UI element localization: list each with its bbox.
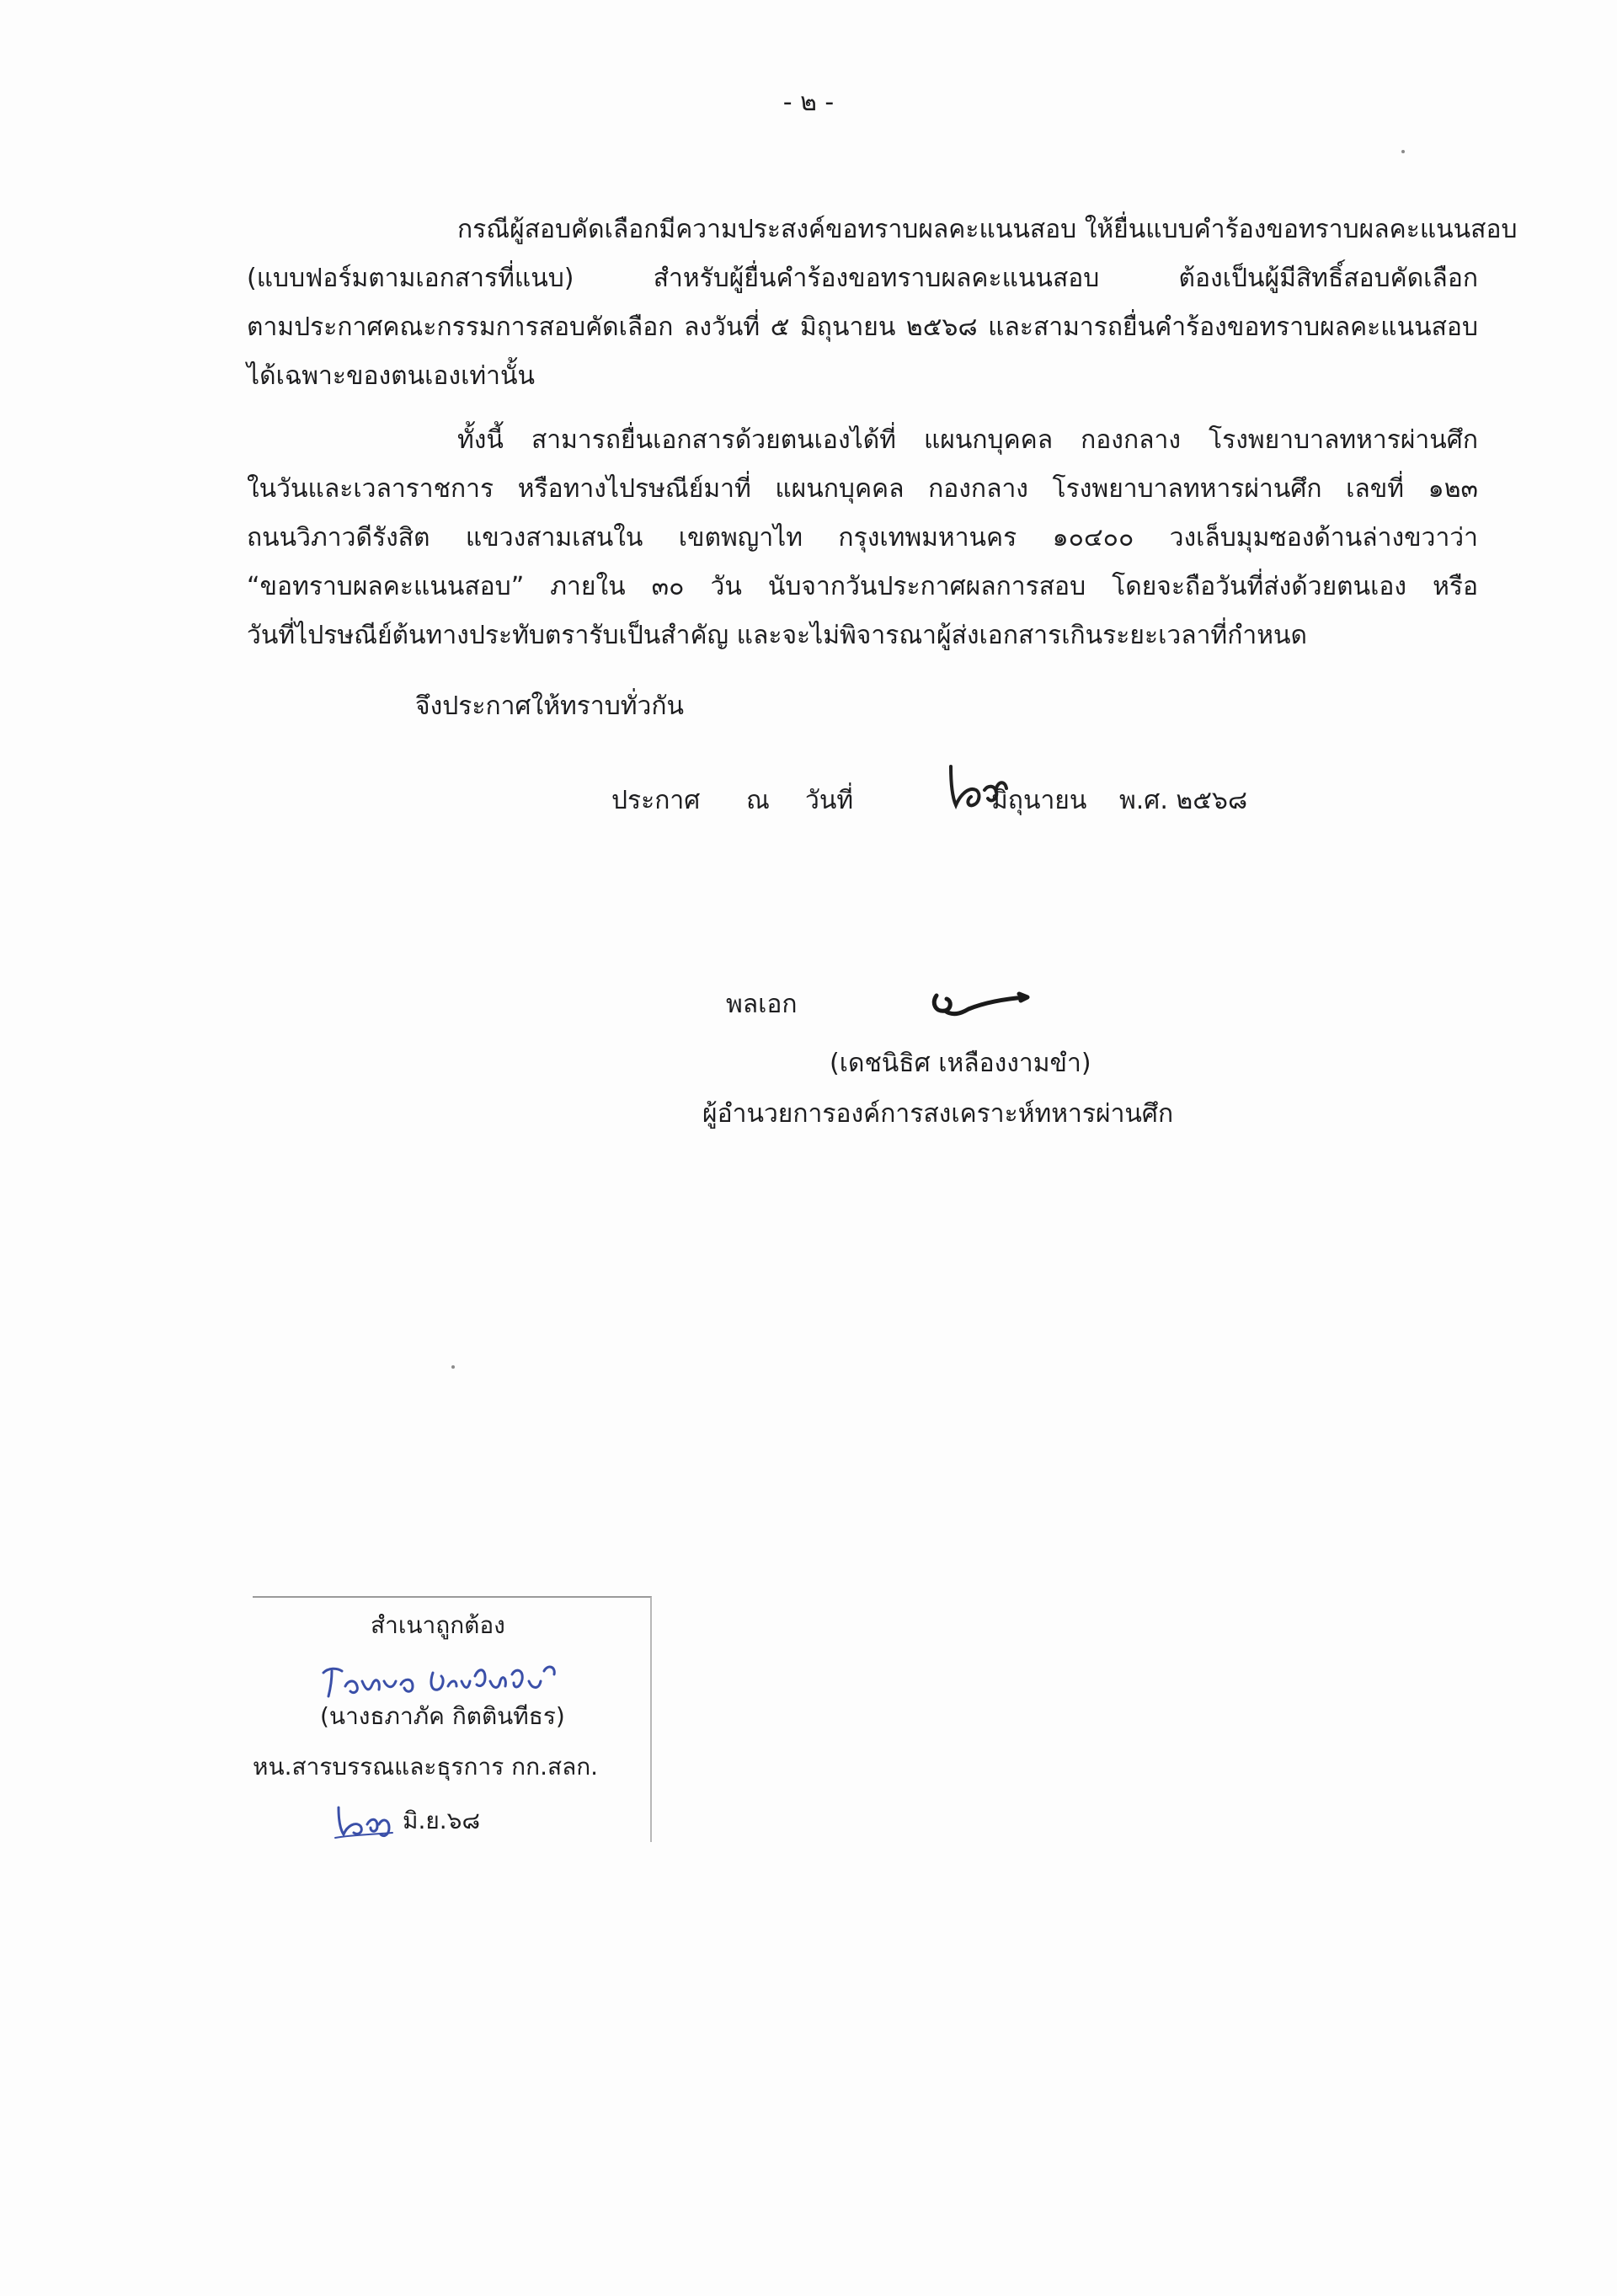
signatory-position: ผู้อำนวยการองค์การสงเคราะห์ทหารผ่านศึก bbox=[702, 1099, 1174, 1129]
paragraph-line: ตามประกาศคณะกรรมการสอบคัดเลือก ลงวันที่ ๕ มิถุนายน ๒๕๖๘ และสามารถยื่นคำร้องขอทราบผลคะแนนสอบ bbox=[247, 312, 1478, 342]
certified-date-day-handwritten bbox=[334, 1796, 396, 1843]
signatory-signature bbox=[926, 977, 1036, 1028]
announce-era-year: พ.ศ. ๒๕๖๘ bbox=[1119, 786, 1248, 815]
signature-graphic bbox=[926, 977, 1036, 1028]
announce-at: ณ bbox=[746, 786, 770, 815]
paragraph-line: กรณีผู้สอบคัดเลือกมีความประสงค์ขอทราบผลคะแนนสอบ ให้ยื่นแบบคำร้องขอทราบผลคะแนนสอบ bbox=[457, 215, 1518, 244]
announce-day-label: วันที่ bbox=[805, 786, 854, 815]
paragraph-line: ทั้งนี้ สามารถยื่นเอกสารด้วยตนเองได้ที่ แผนกบุคคล กองกลาง โรงพยาบาลทหารผ่านศึก bbox=[457, 425, 1478, 455]
paragraph-line: “ขอทราบผลคะแนนสอบ” ภายใน ๓๐ วัน นับจากวันประกาศผลการสอบ โดยจะถือวันที่ส่งด้วยตนเอง หรือ bbox=[247, 572, 1478, 601]
paragraph-line: ในวันและเวลาราชการ หรือทางไปรษณีย์มาที่ แผนกบุคคล กองกลาง โรงพยาบาลทหารผ่านศึก เลขที่ ๑๒๓ bbox=[247, 474, 1478, 504]
announce-label: ประกาศ bbox=[611, 786, 701, 815]
certifier-signature-graphic bbox=[320, 1656, 573, 1703]
scan-speck bbox=[1401, 150, 1405, 153]
signatory-rank: พลเอก bbox=[726, 990, 798, 1019]
certified-copy-heading: สำเนาถูกต้อง bbox=[371, 1611, 505, 1639]
scan-speck bbox=[451, 1365, 455, 1369]
signatory-name: (เดชนิธิศ เหลืองงามขำ) bbox=[830, 1049, 1091, 1078]
certified-date-rest: มิ.ย.๖๘ bbox=[403, 1807, 481, 1834]
handwritten-date-day bbox=[334, 1796, 396, 1843]
certified-copy-signature bbox=[320, 1656, 573, 1703]
paragraph-line: ถนนวิภาวดีรังสิต แขวงสามเสนใน เขตพญาไท กรุงเทพมหานคร ๑๐๔๐๐ วงเล็บมุมซองด้านล่างขวาว่า bbox=[247, 523, 1478, 553]
paragraph-exam-score-request bbox=[247, 206, 1518, 401]
paragraph-line: (แบบฟอร์มตามเอกสารที่แนบ) สำหรับผู้ยื่นคำร้องขอทราบผลคะแนนสอบ ต้องเป็นผู้มีสิทธิ์สอบคัดเลือก bbox=[247, 264, 1478, 293]
announce-month: มิถุนายน bbox=[991, 786, 1087, 815]
certifier-name: (นางธภาภัค กิตตินทีธร) bbox=[320, 1702, 565, 1730]
paragraph-submission-details bbox=[247, 416, 1478, 660]
certifier-unit: หน.สารบรรณและธุรการ กก.สลก. bbox=[253, 1753, 599, 1781]
closing-statement: จึงประกาศให้ทราบทั่วกัน bbox=[415, 691, 685, 721]
paragraph-line: วันที่ไปรษณีย์ต้นทางประทับตรารับเป็นสำคัญ และจะไม่พิจารณาผู้ส่งเอกสารเกินระยะเวลาที่กำหนด bbox=[247, 621, 1307, 650]
paragraph-line: ได้เฉพาะของตนเองเท่านั้น bbox=[247, 361, 535, 391]
page-number: - ๒ - bbox=[782, 88, 835, 117]
